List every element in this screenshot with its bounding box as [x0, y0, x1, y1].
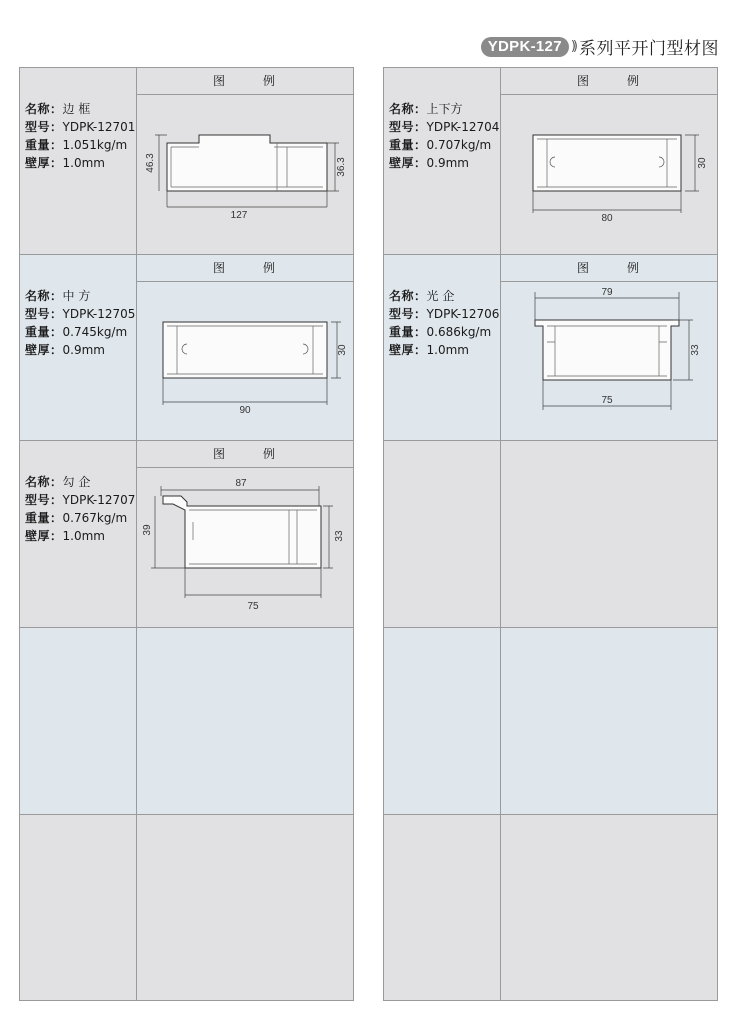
profile-model: YDPK-12701 [62, 120, 136, 134]
profile-info: 名称：边 框 型号：YDPK-12701 重量：1.051kg/m 壁厚：1.0mm [20, 68, 137, 254]
profile-drawing-12701 [137, 95, 353, 254]
profile-drawing-12705 [137, 282, 353, 441]
profile-card-12706 [384, 255, 717, 441]
right-column [383, 67, 718, 1001]
page-title: 系列平开门型材图 [579, 39, 719, 59]
legend-area [501, 255, 717, 440]
legend-header: 图 例 [137, 441, 353, 468]
profile-card-12705 [20, 255, 353, 441]
dim-height: 30 [697, 157, 708, 169]
legend-header: 图 例 [501, 68, 717, 95]
left-column [19, 67, 354, 1001]
empty-card [384, 815, 717, 1000]
chevron-icon: )) [570, 39, 575, 54]
profile-info: 名称：勾 企 型号：YDPK-12707 重量：0.767kg/m 壁厚：1.0mm [20, 441, 137, 627]
dim-height-right: 33 [334, 530, 345, 542]
dim-height-left: 39 [142, 524, 153, 536]
empty-card [20, 815, 353, 1000]
profile-name: 中 方 [62, 289, 91, 303]
dim-height: 30 [337, 344, 348, 356]
legend-area [137, 68, 353, 254]
empty-card [20, 628, 353, 815]
profile-name: 上下方 [426, 102, 463, 116]
profile-name: 边 框 [62, 102, 91, 116]
legend-header: 图 例 [501, 255, 717, 282]
dim-top-width: 87 [235, 478, 247, 489]
profile-thickness: 1.0mm [62, 529, 105, 543]
profile-info: 名称：光 企 型号：YDPK-12706 重量：0.686kg/m 壁厚：1.0mm [384, 255, 501, 440]
profile-info: 名称：上下方 型号：YDPK-12704 重量：0.707kg/m 壁厚：0.9mm [384, 68, 501, 254]
dim-top-width: 79 [601, 287, 613, 298]
dim-width: 127 [230, 210, 248, 221]
dim-bottom-width: 75 [601, 395, 613, 406]
page-header [481, 34, 719, 59]
profile-drawing-12706 [501, 282, 717, 441]
dim-bottom-width: 75 [247, 601, 259, 612]
profile-drawing-12704 [501, 95, 717, 254]
profile-weight: 0.745kg/m [62, 325, 128, 339]
profile-thickness: 1.0mm [62, 156, 105, 170]
profile-model: YDPK-12707 [62, 493, 136, 507]
profile-thickness: 1.0mm [426, 343, 469, 357]
profile-weight: 0.686kg/m [426, 325, 492, 339]
dim-height-left: 46.3 [145, 153, 156, 173]
profile-thickness: 0.9mm [62, 343, 105, 357]
dim-height-right: 36.3 [336, 157, 347, 177]
profile-model: YDPK-12706 [426, 307, 500, 321]
profile-model: YDPK-12704 [426, 120, 500, 134]
profile-model: YDPK-12705 [62, 307, 136, 321]
legend-area [137, 441, 353, 627]
profile-card-12701 [20, 68, 353, 255]
profile-thickness: 0.9mm [426, 156, 469, 170]
dim-height: 33 [690, 344, 701, 356]
series-badge: YDPK-127 [481, 37, 569, 57]
profile-weight: 0.707kg/m [426, 138, 492, 152]
legend-area [137, 255, 353, 440]
profile-name: 勾 企 [62, 475, 91, 489]
dim-width: 80 [601, 213, 613, 224]
empty-card [384, 628, 717, 815]
legend-area [501, 68, 717, 254]
legend-header: 图 例 [137, 255, 353, 282]
profile-info: 名称：中 方 型号：YDPK-12705 重量：0.745kg/m 壁厚：0.9mm [20, 255, 137, 440]
profile-name: 光 企 [426, 289, 455, 303]
legend-header: 图 例 [137, 68, 353, 95]
profile-card-12704 [384, 68, 717, 255]
profile-weight: 1.051kg/m [62, 138, 128, 152]
profile-card-12707 [20, 441, 353, 628]
profile-drawing-12707 [137, 468, 353, 627]
dim-width: 90 [239, 405, 251, 416]
profile-weight: 0.767kg/m [62, 511, 128, 525]
empty-card [384, 441, 717, 628]
